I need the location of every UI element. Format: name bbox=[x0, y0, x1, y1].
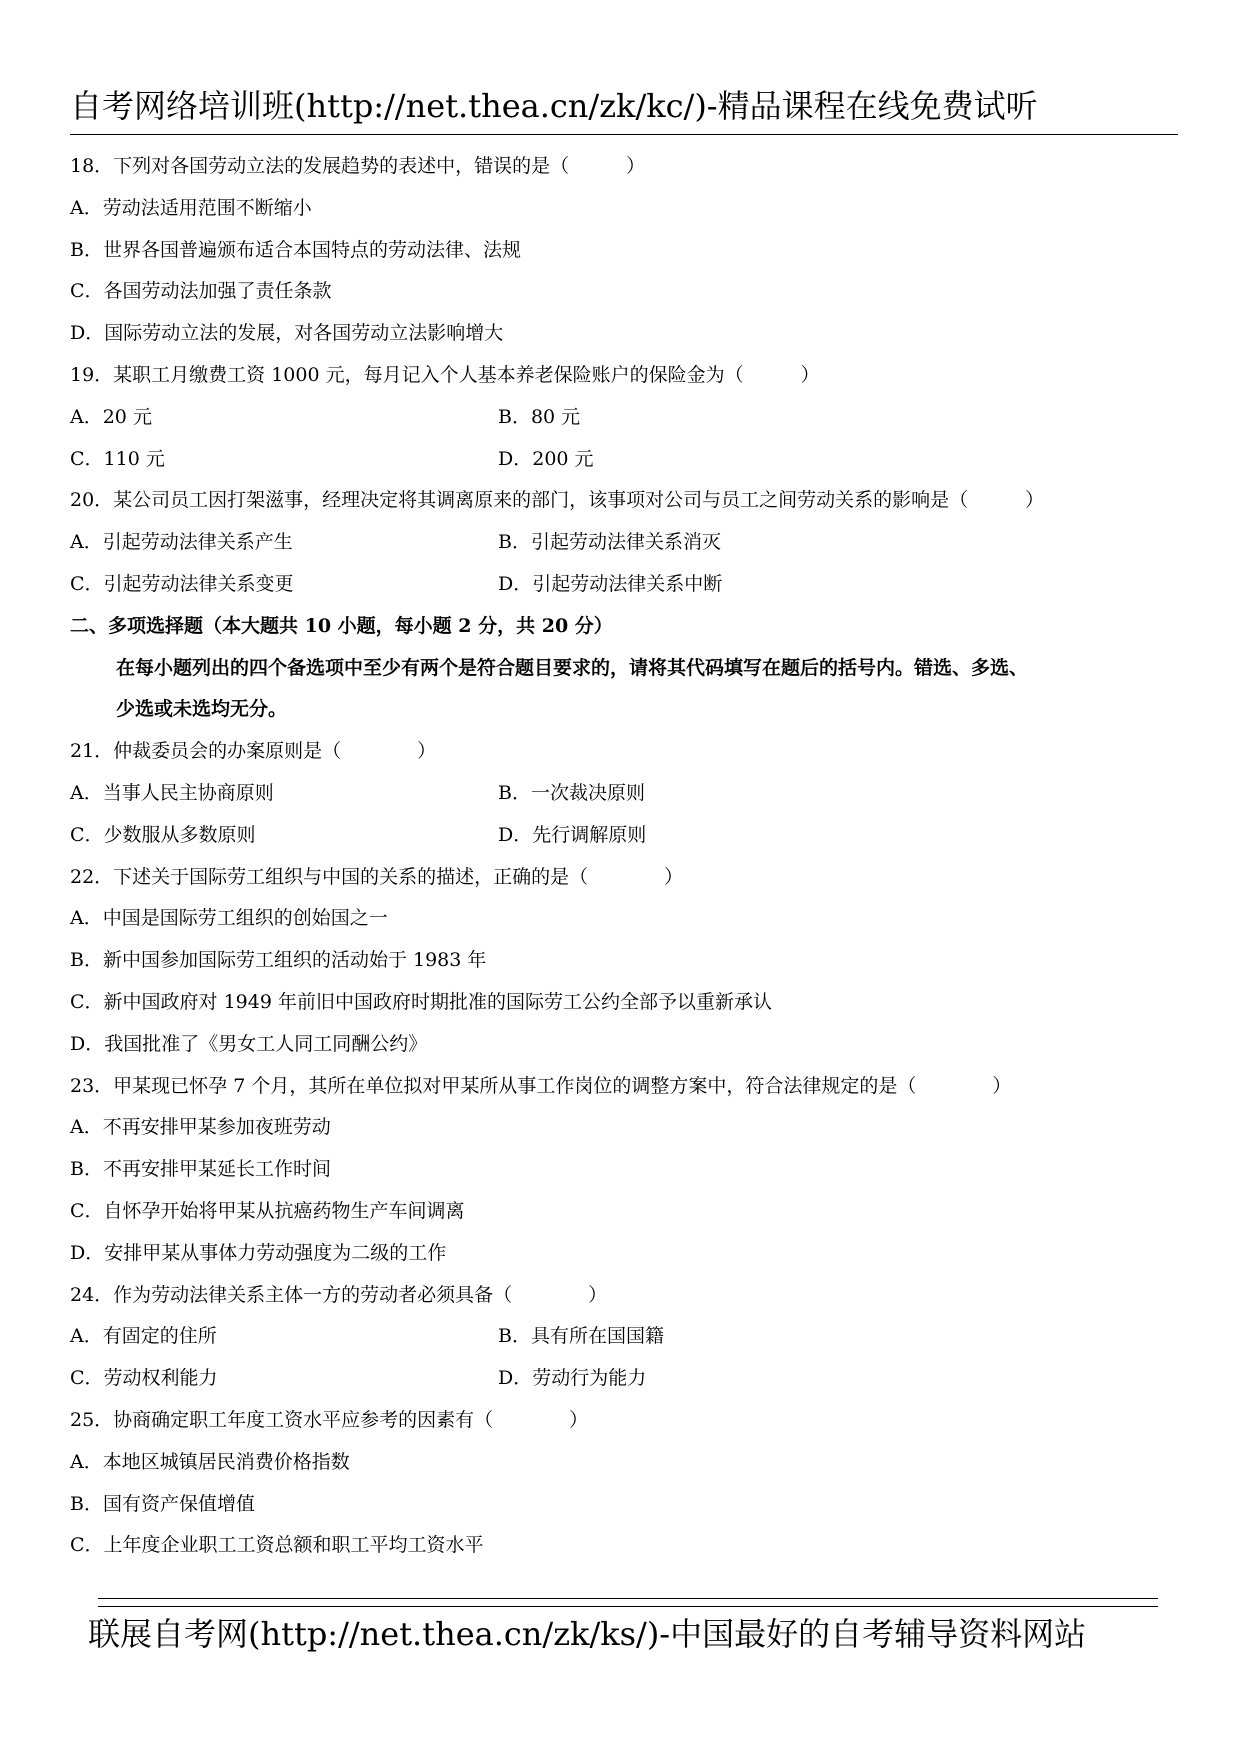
option-row bbox=[70, 773, 1180, 815]
option-left: A．引起劳动法律关系产生 bbox=[70, 531, 293, 554]
option-line: B．世界各国普遍颁布适合本国特点的劳动法律、法规 bbox=[70, 238, 521, 261]
page-header: 自考网络培训班(http://net.thea.cn/zk/kc/)-精品课程在线免费试听 bbox=[70, 87, 1038, 125]
option-right: D．先行调解原则 bbox=[498, 823, 647, 846]
question-stem: 18．下列对各国劳动立法的发展趋势的表述中，错误的是（ ） bbox=[70, 155, 646, 177]
option-right: D．引起劳动法律关系中断 bbox=[498, 572, 723, 595]
option-line: A．中国是国际劳工组织的创始国之一 bbox=[70, 907, 388, 930]
option-left: C．少数服从多数原则 bbox=[70, 823, 256, 846]
footer-rule-bottom bbox=[98, 1606, 1158, 1607]
option-line: C．上年度企业职工工资总额和职工平均工资水平 bbox=[70, 1534, 484, 1557]
option-left: C．劳动权利能力 bbox=[70, 1367, 218, 1390]
option-right: B．引起劳动法律关系消灭 bbox=[498, 531, 721, 554]
option-line: B．新中国参加国际劳工组织的活动始于 1983 年 bbox=[70, 949, 487, 972]
option-row bbox=[70, 1316, 1180, 1358]
option-row bbox=[70, 439, 1180, 481]
header-rule bbox=[70, 134, 1178, 135]
option-right: B．80 元 bbox=[498, 405, 581, 428]
question-stem: 20．某公司员工因打架滋事，经理决定将其调离原来的部门，该事项对公司与员工之间劳动关系的影响是（ ） bbox=[70, 489, 1045, 512]
option-right: D．200 元 bbox=[498, 447, 594, 470]
question-stem: 19．某职工月缴费工资 1000 元，每月记入个人基本养老保险账户的保险金为（ ） bbox=[70, 363, 820, 386]
footer-rule-top bbox=[98, 1598, 1158, 1599]
question-stem: 21．仲裁委员会的办案原则是（ ） bbox=[70, 740, 437, 763]
option-left: A．当事人民主协商原则 bbox=[70, 781, 274, 804]
option-right: B．具有所在国国籍 bbox=[498, 1325, 664, 1348]
option-line: C．新中国政府对 1949 年前旧中国政府时期批准的国际劳工公约全部予以重新承认 bbox=[70, 990, 772, 1013]
option-left: C．引起劳动法律关系变更 bbox=[70, 572, 294, 595]
exam-content bbox=[70, 146, 1180, 1567]
page-footer: 联展自考网(http://net.thea.cn/zk/ks/)-中国最好的自考辅导资料网站 bbox=[88, 1615, 1087, 1653]
section-instruction: 在每小题列出的四个备选项中至少有两个是符合题目要求的，请将其代码填写在题后的括号内。错选、多选、 bbox=[116, 656, 1029, 679]
option-row bbox=[70, 397, 1180, 439]
option-line: A．本地区城镇居民消费价格指数 bbox=[70, 1450, 350, 1473]
option-line: A．劳动法适用范围不断缩小 bbox=[70, 196, 312, 219]
option-left: A．20 元 bbox=[70, 405, 152, 428]
option-left: A．有固定的住所 bbox=[70, 1325, 217, 1348]
option-row bbox=[70, 564, 1180, 606]
option-row bbox=[70, 815, 1180, 857]
question-stem: 25．协商确定职工年度工资水平应参考的因素有（ ） bbox=[70, 1408, 589, 1431]
option-line: B．不再安排甲某延长工作时间 bbox=[70, 1158, 331, 1181]
option-line: D．安排甲某从事体力劳动强度为二级的工作 bbox=[70, 1241, 447, 1264]
question-stem: 22．下述关于国际劳工组织与中国的关系的描述，正确的是（ ） bbox=[70, 865, 684, 888]
option-row bbox=[70, 522, 1180, 564]
option-right: D．劳动行为能力 bbox=[498, 1367, 647, 1390]
option-line: A．不再安排甲某参加夜班劳动 bbox=[70, 1116, 331, 1139]
option-right: B．一次裁决原则 bbox=[498, 781, 645, 804]
question-stem: 24．作为劳动法律关系主体一方的劳动者必须具备（ ） bbox=[70, 1283, 608, 1306]
option-line: B．国有资产保值增值 bbox=[70, 1492, 255, 1515]
option-left: C．110 元 bbox=[70, 447, 165, 470]
option-row bbox=[70, 1358, 1180, 1400]
option-line: D．我国批准了《男女工人同工同酬公约》 bbox=[70, 1032, 428, 1055]
question-stem: 23．甲某现已怀孕 7 个月，其所在单位拟对甲某所从事工作岗位的调整方案中，符合法律规定的是（ ） bbox=[70, 1074, 1012, 1097]
option-line: D．国际劳动立法的发展，对各国劳动立法影响增大 bbox=[70, 322, 504, 345]
option-line: C．各国劳动法加强了责任条款 bbox=[70, 280, 332, 303]
option-line: C．自怀孕开始将甲某从抗癌药物生产车间调离 bbox=[70, 1199, 465, 1222]
section-heading: 二、多项选择题（本大题共 10 小题，每小题 2 分，共 20 分） bbox=[70, 614, 613, 637]
section-instruction: 少选或未选均无分。 bbox=[116, 698, 288, 721]
